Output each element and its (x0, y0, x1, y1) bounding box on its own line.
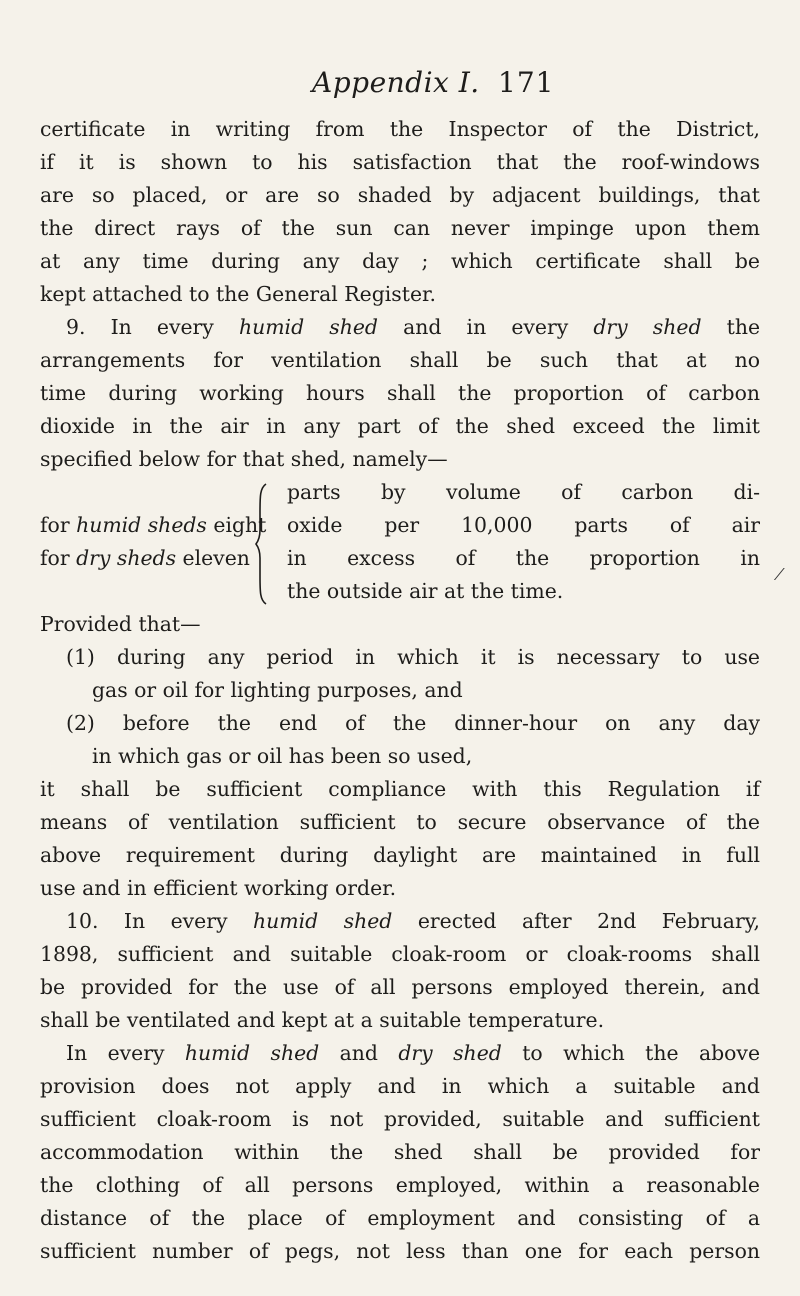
text-line (40, 905, 760, 938)
text-run: and in every (403, 315, 569, 339)
text-line: above requirement during daylight are maintained in full (40, 843, 760, 867)
text-line: gas or oil for lighting purposes, and (92, 678, 463, 702)
text-run: In every (66, 1041, 165, 1065)
regulation-9 (40, 311, 760, 476)
text-line: at any time during any day ; which certificate shall be (40, 249, 760, 273)
text-line: kept attached to the General Register. (40, 282, 437, 306)
text-line: arrangements for ventilation shall be such that at no (40, 348, 760, 372)
italic-term: dry sheds (76, 546, 177, 570)
paragraph-continuation (40, 113, 760, 311)
text-line: parts by volume of carbon di- (287, 480, 760, 504)
text-line: oxide per 10,000 parts of air (287, 513, 760, 537)
text-line (40, 311, 760, 344)
limit-humid-sheds (40, 509, 267, 542)
text-line: accommodation within the shed shall be provided for (40, 1140, 760, 1164)
curly-brace-icon (254, 482, 276, 606)
limit-description (287, 476, 760, 608)
text-run: for (40, 513, 70, 537)
italic-term: humid shed (238, 315, 378, 339)
text-line: time during working hours shall the proportion of carbon (40, 381, 760, 405)
text-line: 1898, sufficient and suitable cloak-room or cloak-rooms shall (40, 942, 760, 966)
body-text (40, 113, 760, 1268)
text-line: provision does not apply and in which a suitable and (40, 1074, 760, 1098)
page-number: 171 (498, 66, 555, 99)
text-line: in excess of the proportion in (287, 546, 760, 570)
page-header (0, 66, 800, 106)
proviso-intro: Provided that— (40, 612, 201, 636)
text-line: be provided for the use of all persons employed therein, and (40, 975, 760, 999)
text-line: in which gas or oil has been so used, (92, 744, 473, 768)
text-run: eight (213, 513, 267, 537)
text-run: erected after 2nd February, (417, 909, 760, 933)
text-line (40, 1037, 760, 1070)
margin-mark: ⁄ (778, 565, 781, 584)
text-line: distance of the place of employment and consisting of a (40, 1206, 760, 1230)
text-line: the clothing of all persons employed, within a reasonable (40, 1173, 760, 1197)
proviso (40, 608, 760, 905)
regulation-10 (40, 905, 760, 1037)
text-line: the outside air at the time. (287, 579, 564, 603)
running-title: Appendix I. (312, 66, 480, 99)
text-run: In every (110, 315, 214, 339)
italic-term: humid shed (184, 1041, 320, 1065)
italic-term: dry shed (593, 315, 702, 339)
text-run: and (339, 1041, 378, 1065)
carbon-dioxide-limits (40, 476, 760, 608)
shed-limits-column (40, 509, 267, 575)
italic-term: humid sheds (76, 513, 207, 537)
proviso-item-1: (1) during any period in which it is necessary to use (66, 645, 760, 669)
text-run: for (40, 546, 70, 570)
text-run: 10. In every (66, 909, 228, 933)
text-run: eleven (182, 546, 250, 570)
text-line: the direct rays of the sun can never impinge upon them (40, 216, 760, 240)
text-line: shall be ventilated and kept at a suitable temperature. (40, 1008, 605, 1032)
text-line: sufficient cloak-room is not provided, suitable and sufficient (40, 1107, 760, 1131)
text-line: specified below for that shed, namely— (40, 447, 448, 471)
text-line: certificate in writing from the Inspector of the District, (40, 117, 760, 141)
text-line: it shall be sufficient compliance with this Regulation if (40, 777, 760, 801)
text-run: to which the above (522, 1041, 761, 1065)
text-line: dioxide in the air in any part of the shed exceed the limit (40, 414, 760, 438)
italic-term: dry shed (398, 1041, 502, 1065)
text-line: use and in efficient working order. (40, 876, 397, 900)
proviso-item-2: (2) before the end of the dinner-hour on any day (66, 711, 760, 735)
limit-dry-sheds (40, 542, 250, 575)
text-run: the (726, 315, 761, 339)
text-line: means of ventilation sufficient to secure observance of the (40, 810, 760, 834)
paragraph-cloak-accommodation (40, 1037, 760, 1268)
text-line: if it is shown to his satisfaction that the roof-windows (40, 150, 760, 174)
italic-term: humid shed (252, 909, 393, 933)
regulation-number: 9. (66, 315, 86, 339)
text-line: sufficient number of pegs, not less than one for each person (40, 1239, 760, 1263)
text-line: are so placed, or are so shaded by adjacent buildings, that (40, 183, 760, 207)
